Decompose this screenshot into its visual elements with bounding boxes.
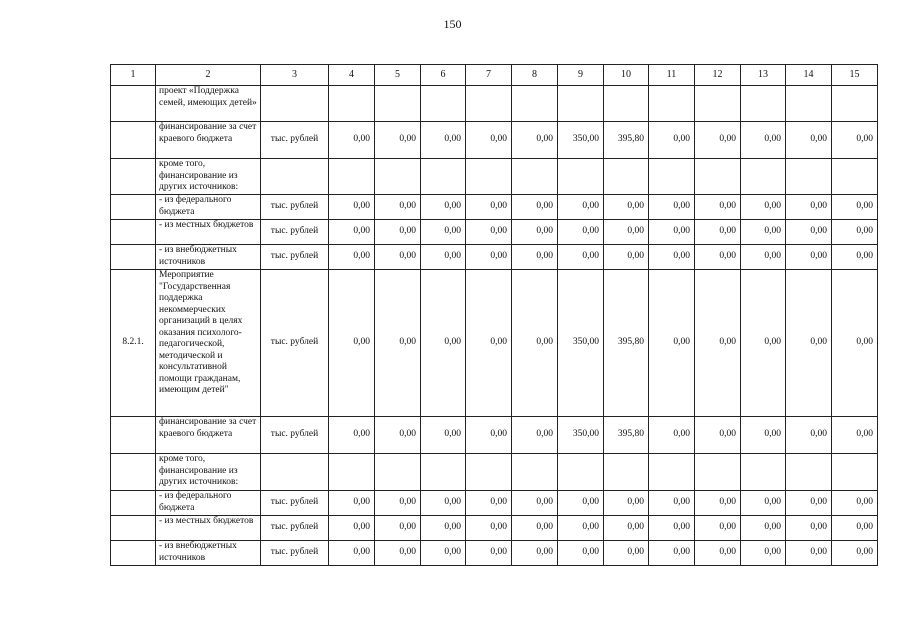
table-row	[111, 86, 878, 122]
value-cell: 0,00	[832, 245, 878, 270]
value-cell: 0,00	[421, 122, 466, 159]
table-row	[111, 220, 878, 245]
value-cell: 0,00	[695, 516, 741, 541]
row-description: - из федерального бюджета	[156, 195, 261, 220]
column-header: 9	[558, 65, 604, 86]
value-cell	[649, 454, 695, 491]
value-cell: 0,00	[558, 491, 604, 516]
value-cell: 0,00	[512, 220, 558, 245]
value-cell	[649, 86, 695, 122]
value-cell: 0,00	[604, 516, 649, 541]
value-cell: 0,00	[786, 516, 832, 541]
value-cell	[421, 454, 466, 491]
value-cell: 0,00	[329, 491, 375, 516]
value-cell: 0,00	[558, 541, 604, 566]
value-cell: 0,00	[695, 122, 741, 159]
value-cell: 0,00	[512, 122, 558, 159]
table-row	[111, 417, 878, 454]
row-number: 8.2.1.	[111, 270, 156, 417]
value-cell: 0,00	[375, 220, 421, 245]
row-number	[111, 86, 156, 122]
row-description: - из федерального бюджета	[156, 491, 261, 516]
value-cell: 0,00	[649, 417, 695, 454]
financing-table	[110, 64, 878, 566]
value-cell: 0,00	[466, 122, 512, 159]
table-header-row	[111, 65, 878, 86]
value-cell	[466, 159, 512, 195]
value-cell: 0,00	[329, 417, 375, 454]
value-cell: 0,00	[695, 195, 741, 220]
row-number	[111, 159, 156, 195]
value-cell: 395,80	[604, 270, 649, 417]
value-cell	[512, 454, 558, 491]
value-cell: 0,00	[786, 195, 832, 220]
value-cell: 0,00	[329, 516, 375, 541]
row-unit: тыс. рублей	[261, 491, 329, 516]
value-cell: 0,00	[421, 195, 466, 220]
row-unit	[261, 159, 329, 195]
value-cell: 0,00	[786, 270, 832, 417]
value-cell: 0,00	[512, 491, 558, 516]
column-header: 11	[649, 65, 695, 86]
value-cell: 0,00	[604, 220, 649, 245]
row-unit: тыс. рублей	[261, 195, 329, 220]
value-cell: 0,00	[421, 220, 466, 245]
value-cell: 0,00	[466, 491, 512, 516]
page-number: 150	[443, 17, 462, 31]
value-cell	[466, 86, 512, 122]
value-cell: 0,00	[786, 122, 832, 159]
value-cell: 0,00	[695, 491, 741, 516]
value-cell: 0,00	[695, 541, 741, 566]
row-unit: тыс. рублей	[261, 541, 329, 566]
value-cell	[558, 86, 604, 122]
row-description: - из внебюджетных источников	[156, 541, 261, 566]
row-description: - из местных бюджетов	[156, 220, 261, 245]
value-cell: 0,00	[466, 541, 512, 566]
value-cell: 0,00	[604, 491, 649, 516]
value-cell	[558, 159, 604, 195]
value-cell: 0,00	[832, 122, 878, 159]
value-cell: 0,00	[512, 195, 558, 220]
value-cell: 0,00	[741, 417, 786, 454]
value-cell	[375, 159, 421, 195]
table-row	[111, 195, 878, 220]
row-description: кроме того, финансирование из других источников:	[156, 159, 261, 195]
row-unit	[261, 86, 329, 122]
value-cell: 0,00	[421, 491, 466, 516]
value-cell: 0,00	[741, 122, 786, 159]
value-cell: 395,80	[604, 417, 649, 454]
column-header: 5	[375, 65, 421, 86]
column-header: 6	[421, 65, 466, 86]
value-cell	[741, 86, 786, 122]
value-cell: 0,00	[786, 245, 832, 270]
value-cell: 0,00	[741, 220, 786, 245]
value-cell: 0,00	[375, 270, 421, 417]
value-cell	[649, 159, 695, 195]
value-cell: 0,00	[741, 516, 786, 541]
value-cell: 0,00	[832, 220, 878, 245]
table-row	[111, 491, 878, 516]
value-cell: 0,00	[421, 270, 466, 417]
row-description: финансирование за счет краевого бюджета	[156, 122, 261, 159]
value-cell: 0,00	[558, 220, 604, 245]
column-header: 14	[786, 65, 832, 86]
value-cell: 0,00	[649, 122, 695, 159]
column-header: 3	[261, 65, 329, 86]
value-cell: 0,00	[375, 122, 421, 159]
table-row	[111, 516, 878, 541]
value-cell: 0,00	[375, 245, 421, 270]
value-cell	[786, 86, 832, 122]
value-cell: 0,00	[329, 220, 375, 245]
value-cell: 0,00	[832, 541, 878, 566]
row-unit: тыс. рублей	[261, 220, 329, 245]
table-row	[111, 454, 878, 491]
value-cell: 0,00	[649, 195, 695, 220]
value-cell: 0,00	[786, 417, 832, 454]
value-cell: 0,00	[466, 270, 512, 417]
value-cell: 0,00	[421, 245, 466, 270]
row-description: финансирование за счет краевого бюджета	[156, 417, 261, 454]
value-cell: 0,00	[329, 541, 375, 566]
column-header: 12	[695, 65, 741, 86]
value-cell	[604, 86, 649, 122]
table-row	[111, 541, 878, 566]
value-cell: 0,00	[375, 516, 421, 541]
row-description: - из местных бюджетов	[156, 516, 261, 541]
value-cell	[786, 454, 832, 491]
value-cell	[741, 454, 786, 491]
value-cell: 0,00	[649, 516, 695, 541]
value-cell: 0,00	[832, 195, 878, 220]
column-header: 7	[466, 65, 512, 86]
value-cell: 0,00	[649, 245, 695, 270]
value-cell: 395,80	[604, 122, 649, 159]
value-cell: 0,00	[604, 195, 649, 220]
column-header: 2	[156, 65, 261, 86]
row-unit: тыс. рублей	[261, 270, 329, 417]
value-cell: 0,00	[512, 417, 558, 454]
column-header: 10	[604, 65, 649, 86]
value-cell	[604, 159, 649, 195]
value-cell: 0,00	[741, 245, 786, 270]
value-cell	[695, 454, 741, 491]
row-description: кроме того, финансирование из других источников:	[156, 454, 261, 491]
value-cell: 0,00	[558, 516, 604, 541]
value-cell: 0,00	[741, 195, 786, 220]
value-cell: 0,00	[695, 417, 741, 454]
row-unit: тыс. рублей	[261, 122, 329, 159]
value-cell: 0,00	[741, 541, 786, 566]
value-cell: 0,00	[832, 491, 878, 516]
column-header: 1	[111, 65, 156, 86]
value-cell: 0,00	[832, 516, 878, 541]
value-cell	[832, 86, 878, 122]
value-cell: 0,00	[466, 220, 512, 245]
table-row	[111, 122, 878, 159]
value-cell	[786, 159, 832, 195]
value-cell: 350,00	[558, 270, 604, 417]
value-cell: 0,00	[832, 417, 878, 454]
value-cell: 0,00	[695, 270, 741, 417]
value-cell: 0,00	[512, 245, 558, 270]
value-cell: 0,00	[329, 195, 375, 220]
table-row	[111, 159, 878, 195]
value-cell	[329, 86, 375, 122]
column-header: 13	[741, 65, 786, 86]
value-cell: 0,00	[375, 417, 421, 454]
value-cell: 0,00	[421, 417, 466, 454]
value-cell: 0,00	[329, 122, 375, 159]
row-number	[111, 245, 156, 270]
value-cell: 350,00	[558, 122, 604, 159]
value-cell	[695, 159, 741, 195]
value-cell: 0,00	[466, 195, 512, 220]
value-cell	[695, 86, 741, 122]
value-cell	[421, 159, 466, 195]
row-number	[111, 541, 156, 566]
value-cell: 0,00	[375, 541, 421, 566]
column-header: 15	[832, 65, 878, 86]
value-cell: 0,00	[558, 245, 604, 270]
value-cell: 0,00	[421, 541, 466, 566]
column-header: 4	[329, 65, 375, 86]
value-cell: 0,00	[466, 417, 512, 454]
row-number	[111, 491, 156, 516]
value-cell	[832, 159, 878, 195]
value-cell	[329, 454, 375, 491]
value-cell	[512, 86, 558, 122]
value-cell: 0,00	[329, 245, 375, 270]
value-cell	[375, 86, 421, 122]
row-unit: тыс. рублей	[261, 417, 329, 454]
row-unit	[261, 454, 329, 491]
value-cell	[832, 454, 878, 491]
value-cell: 0,00	[741, 270, 786, 417]
value-cell: 0,00	[329, 270, 375, 417]
row-number	[111, 417, 156, 454]
value-cell: 0,00	[466, 516, 512, 541]
value-cell: 0,00	[695, 245, 741, 270]
value-cell	[741, 159, 786, 195]
value-cell: 0,00	[466, 245, 512, 270]
value-cell: 0,00	[604, 541, 649, 566]
row-description: Мероприятие "Государственная поддержка некоммерческих организаций в целях оказания психолого-педагогической, методической и консультативной помощи гражданам, имеющим детей"	[156, 270, 261, 417]
value-cell: 0,00	[375, 195, 421, 220]
row-number	[111, 516, 156, 541]
row-number	[111, 195, 156, 220]
value-cell: 0,00	[512, 270, 558, 417]
column-header: 8	[512, 65, 558, 86]
value-cell: 0,00	[649, 220, 695, 245]
value-cell	[604, 454, 649, 491]
row-description: проект «Поддержка семей, имеющих детей»	[156, 86, 261, 122]
value-cell: 0,00	[786, 220, 832, 245]
value-cell: 0,00	[604, 245, 649, 270]
value-cell: 0,00	[375, 491, 421, 516]
value-cell	[421, 86, 466, 122]
value-cell	[375, 454, 421, 491]
row-number	[111, 122, 156, 159]
value-cell: 0,00	[786, 541, 832, 566]
row-number	[111, 454, 156, 491]
value-cell: 0,00	[695, 220, 741, 245]
value-cell: 0,00	[649, 491, 695, 516]
table-row	[111, 270, 878, 417]
value-cell: 0,00	[649, 270, 695, 417]
value-cell	[558, 454, 604, 491]
value-cell: 0,00	[558, 195, 604, 220]
value-cell: 0,00	[512, 516, 558, 541]
row-description: - из внебюджетных источников	[156, 245, 261, 270]
value-cell: 0,00	[421, 516, 466, 541]
value-cell: 0,00	[649, 541, 695, 566]
value-cell: 0,00	[786, 491, 832, 516]
value-cell: 0,00	[741, 491, 786, 516]
value-cell: 350,00	[558, 417, 604, 454]
value-cell: 0,00	[832, 270, 878, 417]
value-cell: 0,00	[512, 541, 558, 566]
value-cell	[329, 159, 375, 195]
table-row	[111, 245, 878, 270]
row-unit: тыс. рублей	[261, 245, 329, 270]
row-unit: тыс. рублей	[261, 516, 329, 541]
value-cell	[466, 454, 512, 491]
row-number	[111, 220, 156, 245]
value-cell	[512, 159, 558, 195]
